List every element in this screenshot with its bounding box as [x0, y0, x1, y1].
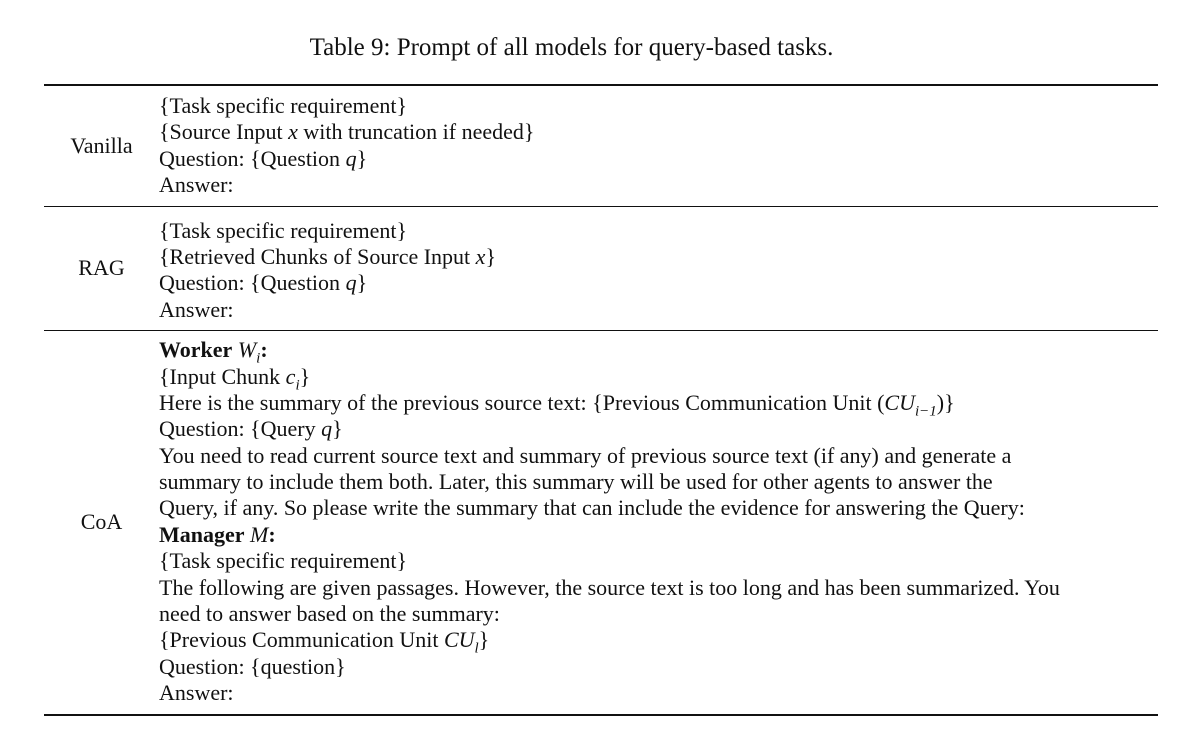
row-content-coa — [159, 331, 1158, 713]
prompt-line: Query, if any. So please write the summary that can include the evidence for answering the Query: — [159, 495, 1025, 521]
table-row-rag — [44, 207, 1158, 331]
manager-heading: Manager M: — [159, 521, 276, 547]
prompt-line: {Previous Communication Unit $CU_l$} — [159, 627, 490, 657]
prompt-line: Answer: — [159, 172, 234, 198]
prompt-line: Here is the summary of the previous source text: {Previous Communication Unit $(CU_{i-1})$} — [159, 389, 955, 420]
row-label-vanilla: Vanilla — [70, 132, 133, 158]
worker-heading: Worker $W_i$: — [159, 337, 268, 367]
table-caption: Table 9: Prompt of all models for query-based tasks. — [309, 34, 834, 61]
row-content-rag — [159, 207, 1158, 331]
prompt-line: Question: {Question q} — [159, 270, 368, 296]
prompt-line: You need to read current source text and summary of previous source text (if any) and generate a — [159, 442, 1012, 468]
row-label-rag: RAG — [78, 255, 125, 281]
prompt-line: Question: {Query q} — [159, 416, 343, 442]
prompt-table — [44, 84, 1158, 716]
prompt-line: {Task specific requirement} — [159, 217, 408, 243]
bottom-rule — [44, 714, 1158, 716]
prompt-line: need to answer based on the summary: — [159, 601, 500, 627]
table-row-vanilla — [44, 86, 1158, 206]
prompt-line: {Input Chunk $c_i$} — [159, 363, 311, 393]
prompt-line: Answer: — [159, 680, 234, 706]
prompt-line: {Source Input x with truncation if needed} — [159, 119, 535, 145]
table-row-coa — [44, 331, 1158, 713]
prompt-line: {Retrieved Chunks of Source Input x} — [159, 243, 496, 269]
prompt-line: {Task specific requirement} — [159, 93, 408, 118]
prompt-line: The following are given passages. However, the source text is too long and has been summarized. You — [159, 574, 1060, 600]
prompt-line: Question: {question} — [159, 653, 346, 679]
row-label-coa: CoA — [80, 509, 123, 535]
prompt-line: Question: {Question q} — [159, 145, 368, 171]
row-content-vanilla — [159, 86, 1158, 206]
prompt-line: {Task specific requirement} — [159, 548, 408, 574]
prompt-line: Answer: — [159, 296, 234, 322]
prompt-line: summary to include them both. Later, this summary will be used for other agents to answer the — [159, 469, 993, 495]
